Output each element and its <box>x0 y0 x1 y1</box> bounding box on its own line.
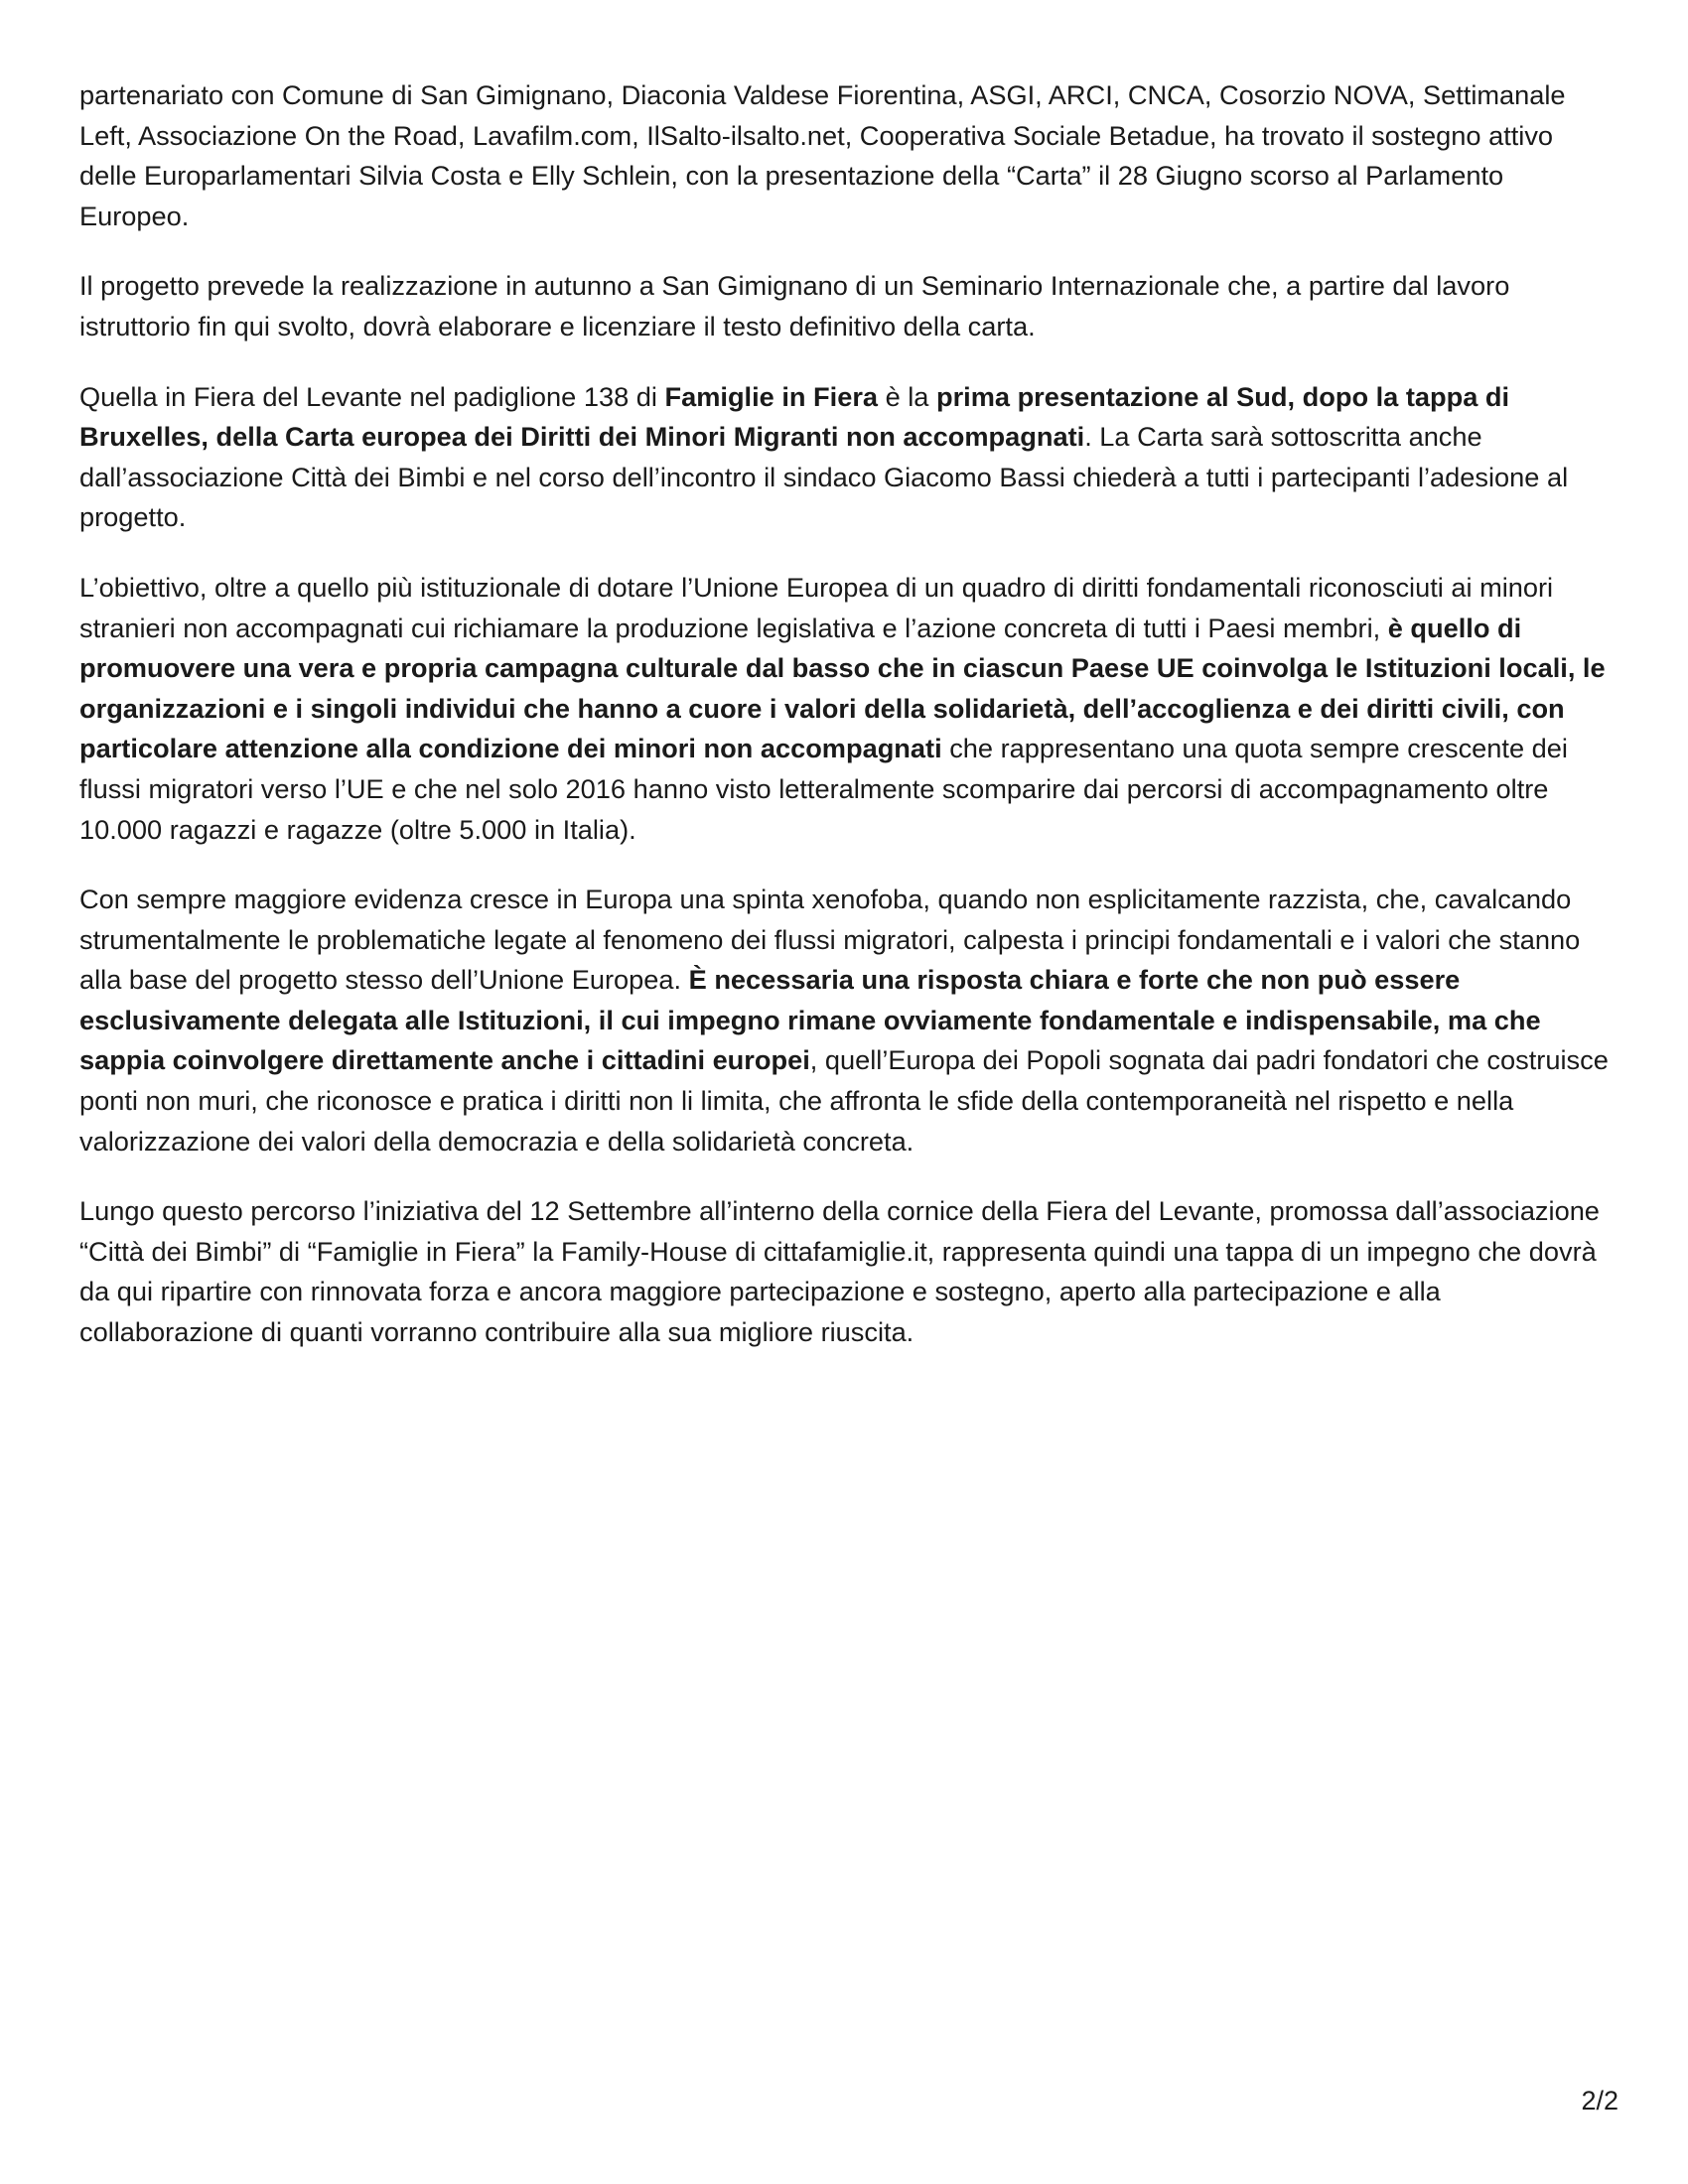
paragraph-text: è la <box>878 380 936 412</box>
bold-text: È necessaria una risposta chiara e forte che non può essere esclusivamente delegata alle Istituzioni, il cui impegno rimane ovviamente fondamentale e indispensabile, ma che sappia coinvolgere direttamente anche i cittadini europei <box>79 964 1541 1076</box>
bold-text: Famiglie in Fiera <box>664 380 879 412</box>
paragraph-partnership <box>79 75 1614 236</box>
document-body <box>79 75 1614 1383</box>
paragraph-initiative <box>79 1191 1614 1352</box>
paragraph-xenophobia <box>79 880 1614 1161</box>
paragraph-text: L’obiettivo, oltre a quello più istituzionale di dotare l’Unione Europea di un quadro di diritti fondamentali riconosciuti ai minori stranieri non accompagnati cui richiamare la produzione legislativa e l’azione concreta di tutti i Paesi membri, <box>79 571 1554 643</box>
paragraph-text: Quella in Fiera del Levante nel padiglione 138 di <box>79 380 665 412</box>
bold-text: prima presentazione al Sud, dopo la tappa di Bruxelles, della Carta europea dei Diritti dei Minori Migranti non accompagnati <box>79 380 1510 453</box>
paragraph-objective <box>79 568 1614 850</box>
paragraph-text: , quell’Europa dei Popoli sognata dai padri fondatori che costruisce ponti non muri, che riconosce e pratica i diritti non li limita, che affronta le sfide della contemporaneità nel rispetto e nella valorizzazione dei valori della democrazia e della solidarietà concreta. <box>79 1044 1609 1157</box>
bold-text: è quello di promuovere una vera e propria campagna culturale dal basso che in ciascun Paese UE coinvolga le Istituzioni locali, le organizzazioni e i singoli individui che hanno a cuore i valori della solidarietà, dell’accoglienza e dei diritti civili, con particolare attenzione alla condizione dei minori non accompagnati <box>79 612 1606 764</box>
paragraph-seminar <box>79 266 1614 346</box>
paragraph-text: Lungo questo percorso l’iniziativa del 12 Settembre all’interno della cornice della Fiera del Levante, promossa dall’associazione “Città dei Bimbi” di “Famiglie in Fiera” la Family-House di cittafamiglie.it, rappresenta quindi una tappa di un impegno che dovrà da qui ripartire con rinnovata forza e ancora maggiore partecipazione e sostegno, aperto alla partecipazione e alla collaborazione di quanti vorranno contribuire alla sua migliore riuscita. <box>79 1195 1600 1348</box>
paragraph-text: Con sempre maggiore evidenza cresce in Europa una spinta xenofoba, quando non esplicitamente razzista, che, cavalcando strumentalmente le problematiche legate al fenomeno dei flussi migratori, calpesta i principi fondamentali e i valori che stanno alla base del progetto stesso dell’Unione Europea. <box>79 884 1581 996</box>
paragraph-text: . La Carta sarà sottoscritta anche dall’associazione Città dei Bimbi e nel corso dell’incontro il sindaco Giacomo Bassi chiederà a tutti i partecipanti l’adesione al progetto. <box>79 421 1569 533</box>
page-number: 2/2 <box>1581 2086 1618 2116</box>
paragraph-presentation <box>79 377 1614 538</box>
paragraph-text: Il progetto prevede la realizzazione in autunno a San Gimignano di un Seminario Internazionale che, a partire dal lavoro istruttorio fin qui svolto, dovrà elaborare e licenziare il testo definitivo della carta. <box>79 270 1510 341</box>
paragraph-text: che rappresentano una quota sempre crescente dei flussi migratori verso l’UE e che nel solo 2016 hanno visto letteralmente scomparire dai percorsi di accompagnamento oltre 10.000 ragazzi e ragazze (oltre 5.000 in Italia). <box>79 733 1568 845</box>
paragraph-text: partenariato con Comune di San Gimignano, Diaconia Valdese Fiorentina, ASGI, ARCI, CNCA, Cosorzio NOVA, Settimanale Left, Associazione On the Road, Lavafilm.com, IlSalto-ilsalto.net, Cooperativa Sociale Betadue, ha trovato il sostegno attivo delle Europarlamentari Silvia Costa e Elly Schlein, con la presentazione della “Carta” il 28 Giugno scorso al Parlamento Europeo. <box>79 79 1566 231</box>
